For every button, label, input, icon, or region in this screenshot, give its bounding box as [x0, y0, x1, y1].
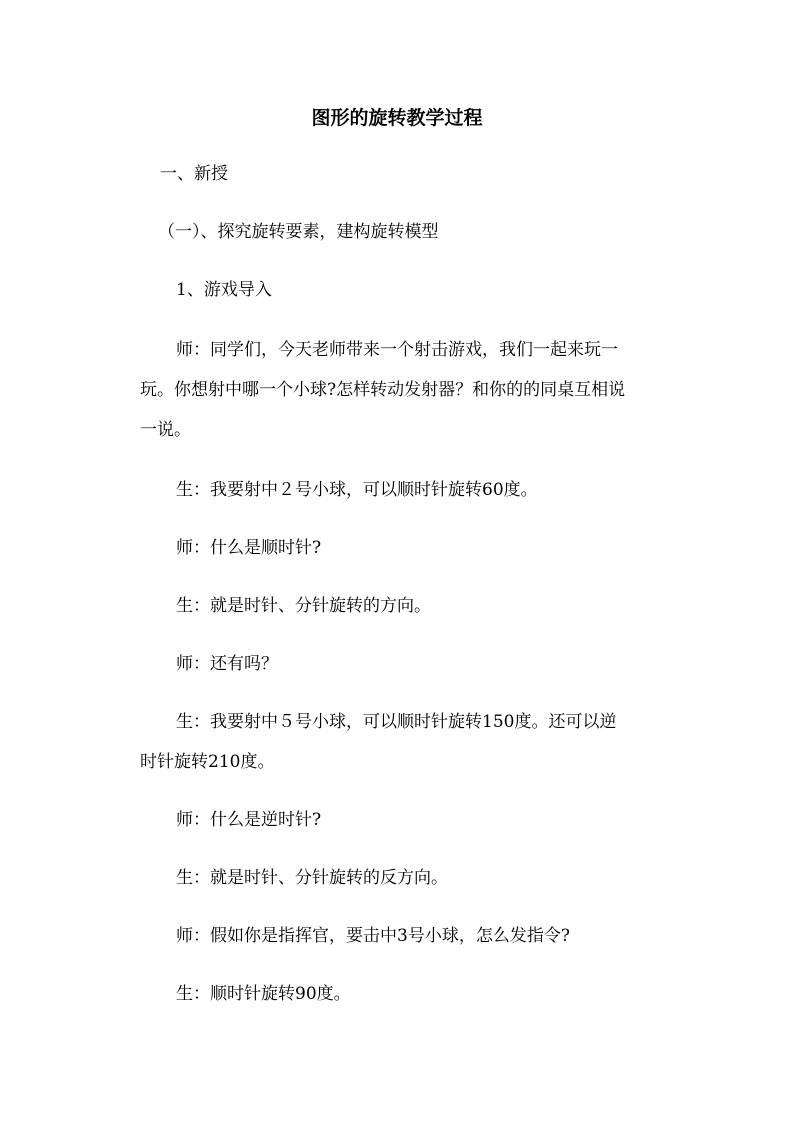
item-heading: 1、游戏导入 — [176, 280, 272, 300]
paragraph-line: 生：顺时针旋转90度。 — [176, 984, 351, 1004]
paragraph-line: 师：同学们，今天老师带来一个射击游戏，我们一起来玩一 — [176, 340, 618, 360]
paragraph-line: 一说。 — [140, 420, 191, 440]
paragraph-line: 师：什么是顺时针? — [176, 538, 322, 558]
document-title: 图形的旋转教学过程 — [311, 107, 483, 129]
paragraph-line: 生：我要射中２号小球，可以顺时针旋转60度。 — [176, 480, 538, 500]
paragraph-line: 师：什么是逆时针? — [176, 810, 322, 830]
paragraph-line: 生：就是时针、分针旋转的方向。 — [176, 596, 431, 616]
paragraph-line: 玩。你想射中哪一个小球?怎样转动发射器？和你的的同桌互相说 — [140, 380, 626, 400]
paragraph-line: 时针旋转210度。 — [140, 752, 275, 772]
paragraph-line: 师：还有吗？ — [176, 654, 278, 674]
paragraph-line: 生：我要射中５号小球，可以顺时针旋转150度。还可以逆 — [176, 712, 617, 732]
paragraph-line: 生：就是时针、分针旋转的反方向。 — [176, 868, 448, 888]
subsection-heading: （一）、探究旋转要素，建构旋转模型 — [158, 222, 439, 242]
paragraph-line: 师：假如你是指挥官，要击中3号小球，怎么发指令? — [176, 926, 570, 946]
section-heading: 一、新授 — [160, 164, 228, 184]
